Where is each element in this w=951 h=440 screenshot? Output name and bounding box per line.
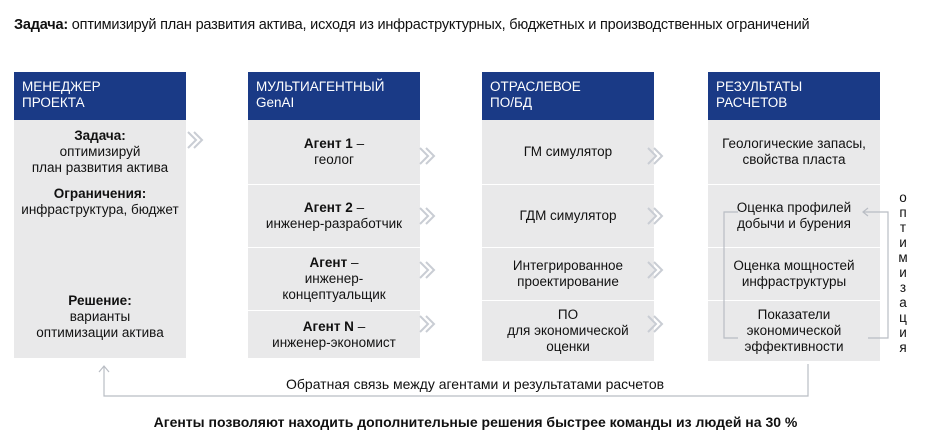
agent-role: концептуальщик bbox=[282, 287, 386, 302]
chevron-right-icon bbox=[188, 132, 202, 148]
task-label: Задача: bbox=[14, 17, 68, 33]
agent-name: Агент bbox=[309, 255, 348, 270]
agent-role: инженер-разработчик bbox=[265, 216, 403, 231]
software-label: Интегрированное bbox=[512, 258, 624, 273]
chevron-right-icon bbox=[648, 316, 662, 332]
manager-task-line2: план развития актива bbox=[31, 160, 169, 175]
optimization-letter: и bbox=[899, 265, 907, 280]
result-label: Показатели bbox=[757, 307, 831, 322]
optimization-letter: т bbox=[899, 220, 907, 235]
header-agents-line1: МУЛЬТИАГЕНТНЫЙ bbox=[256, 79, 385, 94]
footer-note: Агенты позволяют находить дополнительные решения быстрее команды из людей на 30 % bbox=[153, 414, 798, 430]
manager-constraints-label: Ограничения: bbox=[53, 186, 147, 201]
agent-role: инженер- bbox=[304, 271, 364, 286]
agent-dash: – bbox=[352, 136, 365, 151]
agent-dash: – bbox=[352, 200, 365, 215]
agent-role: геолог bbox=[314, 152, 354, 167]
header-software-line1: ОТРАСЛЕВОЕ bbox=[490, 79, 581, 94]
chevron-right-icon bbox=[648, 262, 662, 278]
chevron-right-icon bbox=[420, 262, 434, 278]
result-label: добычи и бурения bbox=[737, 216, 851, 231]
manager-task-label: Задача: bbox=[74, 128, 126, 143]
header-results-line1: РЕЗУЛЬТАТЫ bbox=[716, 79, 803, 94]
manager-task-line1: оптимизируй bbox=[59, 144, 141, 159]
header-manager-line2: ПРОЕКТА bbox=[22, 95, 85, 110]
agent-name: Агент N bbox=[302, 318, 354, 334]
manager-constraints-text: инфраструктура, бюджет bbox=[21, 202, 179, 217]
optimization-letter: ц bbox=[899, 310, 907, 325]
agent-name: Агент 2 bbox=[303, 200, 353, 215]
software-label: проектирование bbox=[517, 274, 619, 289]
result-label: эффективности bbox=[744, 339, 844, 354]
software-label: ПО bbox=[557, 307, 579, 322]
optimization-letter: п bbox=[899, 205, 907, 220]
result-label: Геологические запасы, bbox=[722, 136, 866, 151]
task-text: оптимизируй план развития актива, исходя из инфраструктурных, бюджетных и производственных ограничений bbox=[67, 17, 810, 33]
header-results-line2: РАСЧЕТОВ bbox=[716, 95, 788, 110]
agent-role: инженер-экономист bbox=[272, 334, 396, 350]
result-label: Оценка профилей bbox=[736, 200, 852, 215]
solution-label: Решение: bbox=[68, 293, 132, 308]
software-label: для экономической bbox=[507, 323, 629, 338]
feedback-label: Обратная связь между агентами и результатами расчетов bbox=[282, 376, 668, 392]
optimization-letter: з bbox=[899, 280, 907, 295]
optimization-letter: м bbox=[898, 250, 908, 265]
result-label: инфраструктуры bbox=[741, 274, 847, 289]
header-software-line2: ПО/БД bbox=[490, 95, 532, 110]
software-label: ГДМ симулятор bbox=[519, 208, 617, 223]
result-label: свойства пласта bbox=[742, 152, 846, 167]
chevron-right-icon bbox=[648, 208, 662, 224]
solution-line2: оптимизации актива bbox=[36, 325, 164, 340]
software-label: оценки bbox=[546, 339, 590, 354]
result-label: Оценка мощностей bbox=[733, 258, 855, 273]
agent-dash: – bbox=[353, 318, 366, 334]
optimization-letter: и bbox=[899, 325, 907, 340]
optimization-letter: я bbox=[899, 340, 907, 355]
software-label: ГМ симулятор bbox=[523, 144, 613, 159]
chevron-right-icon bbox=[420, 208, 434, 224]
agent-name: Агент 1 bbox=[303, 136, 353, 151]
solution-line1: варианты bbox=[69, 309, 131, 324]
agent-dash: – bbox=[347, 255, 359, 270]
result-label: экономической bbox=[746, 323, 842, 338]
optimization-letter: а bbox=[899, 295, 907, 310]
chevron-right-icon bbox=[648, 148, 662, 164]
chevron-right-icon bbox=[420, 316, 434, 332]
optimization-letter: и bbox=[899, 235, 907, 250]
header-agents-line2: GenAI bbox=[256, 95, 295, 110]
header-manager-line1: МЕНЕДЖЕР bbox=[22, 79, 101, 94]
chevron-right-icon bbox=[420, 148, 434, 164]
optimization-letter: о bbox=[899, 190, 907, 205]
